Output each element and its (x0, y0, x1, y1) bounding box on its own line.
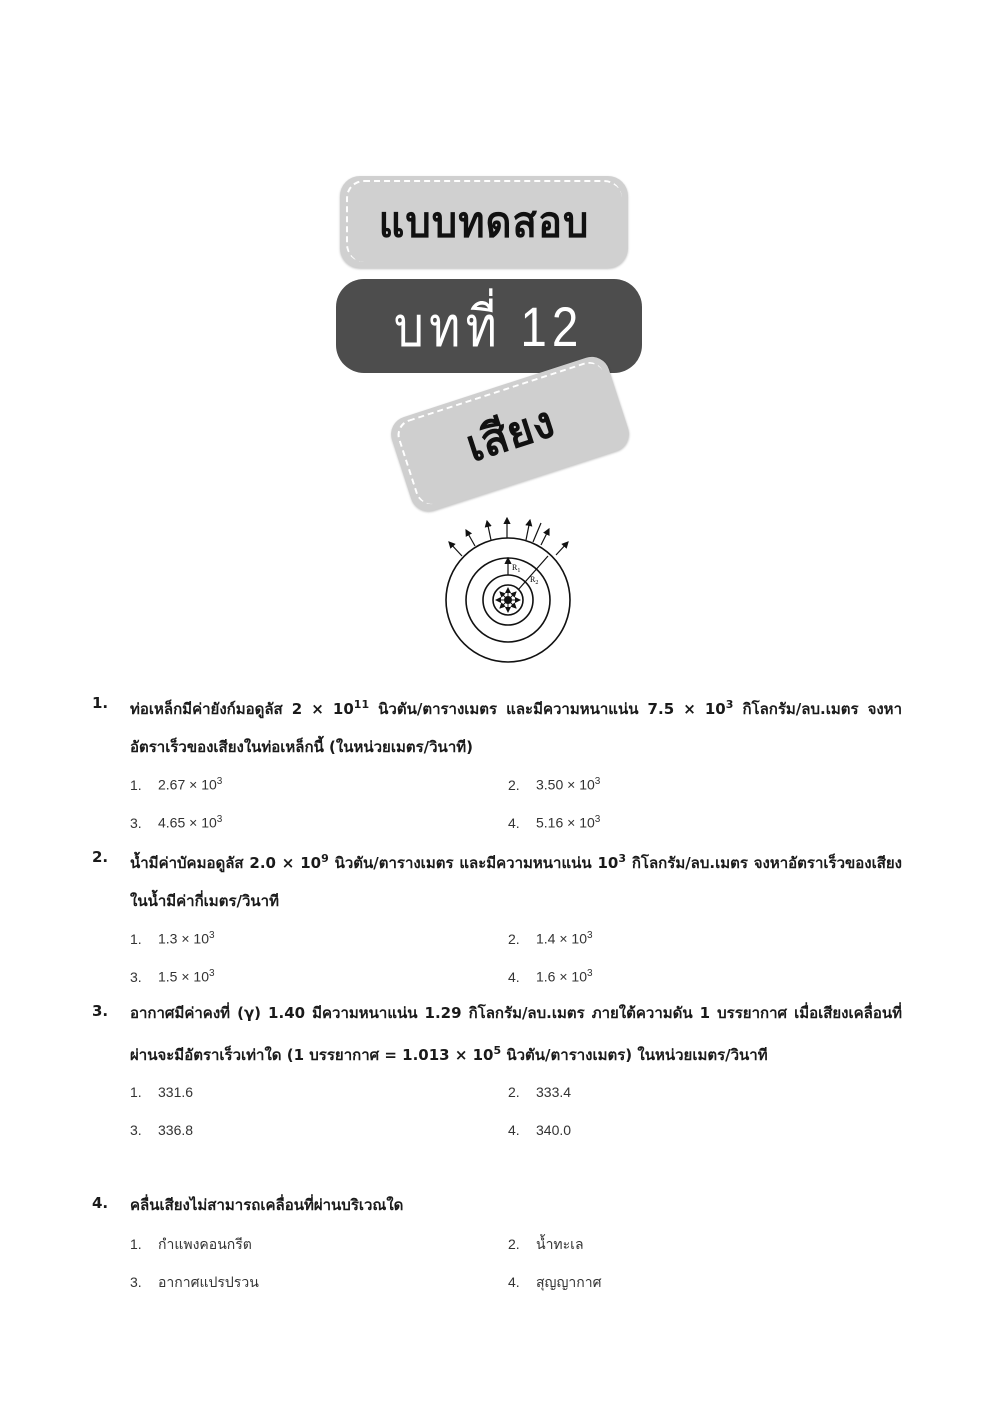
option-2[interactable]: 2. $1.4 \times 10^3$ (508, 930, 593, 947)
option-2[interactable]: 2. น้ำทะเล (508, 1236, 584, 1252)
question-3 (92, 994, 902, 1152)
question-4 (92, 1186, 902, 1302)
option-4[interactable]: 4. $1.6 \times 10^3$ (508, 968, 593, 985)
topic-banner (386, 352, 633, 516)
question-number: 3. (92, 1002, 109, 1020)
option-4[interactable]: 4. $5.16 \times 10^3$ (508, 814, 601, 831)
question-text: อากาศมีค่าคงที่ (γ) 1.40 มีความหนาแน่น 1.29 กิโลกรัม/ลบ.เมตร ภายใต้ความดัน 1 บรรยากาศ เมื่อเสียงเคลื่อนที่ผ่านจะมีอัตราเร็วเท่าใด (1 บรรยากาศ = $1.013 \times 10^5$ นิวตัน/ตารางเมตร) ในหน่วยเมตร/วินาที (130, 1004, 902, 1064)
option-2[interactable]: 2. $3.50 \times 10^3$ (508, 776, 601, 793)
option-1[interactable]: 1. $1.3 \times 10^3$ (130, 930, 215, 947)
option-1[interactable]: 1. กำแพงคอนกรีต (130, 1236, 252, 1252)
question-text: ท่อเหล็กมีค่ายังก์มอดูลัส $2 \times 10^{11}$ นิวตัน/ตารางเมตร และมีความหนาแน่น $7.5 \times 10^3$ กิโลกรัม/ลบ.เมตร จงหาอัตราเร็วของเสียงในท่อเหล็กนี้ (ในหน่วยเมตร/วินาที) (130, 698, 902, 756)
option-1[interactable]: 1. $2.67 \times 10^3$ (130, 776, 223, 793)
question-text: น้ำมีค่าบัคมอดูลัส $2.0 \times 10^9$ นิวตัน/ตารางเมตร และมีความหนาแน่น $10^3$ กิโลกรัม/ลบ.เมตร จงหาอัตราเร็วของเสียงในน้ำมีค่ากี่เมตร/วินาที (130, 852, 902, 910)
option-1[interactable]: 1. 331.6 (130, 1084, 194, 1100)
chapter-text: บทที่ 12 (394, 294, 584, 358)
title-text: แบบทดสอบ (378, 198, 590, 248)
option-3[interactable]: 3. อากาศแปรปรวน (130, 1274, 259, 1290)
option-3[interactable]: 3. $1.5 \times 10^3$ (130, 968, 215, 985)
title-banner (340, 176, 628, 268)
sound-wavefront-diagram (430, 510, 590, 670)
question-2 (92, 840, 902, 998)
option-4[interactable]: 4. สุญญากาศ (508, 1274, 602, 1290)
question-number: 2. (92, 848, 109, 866)
option-3[interactable]: 3. $4.65 \times 10^3$ (130, 814, 223, 831)
question-number: 1. (92, 694, 109, 712)
r2-label: $R_2$ (530, 575, 539, 586)
r1-label: $R_1$ (512, 563, 521, 574)
option-3[interactable]: 3. 336.8 (130, 1122, 194, 1138)
topic-text: เสียง (459, 396, 561, 473)
question-1 (92, 686, 902, 844)
option-2[interactable]: 2. 333.4 (508, 1084, 572, 1100)
question-number: 4. (92, 1194, 109, 1212)
question-text: คลื่นเสียงไม่สามารถเคลื่อนที่ผ่านบริเวณใด (130, 1196, 404, 1214)
option-4[interactable]: 4. 340.0 (508, 1122, 572, 1138)
